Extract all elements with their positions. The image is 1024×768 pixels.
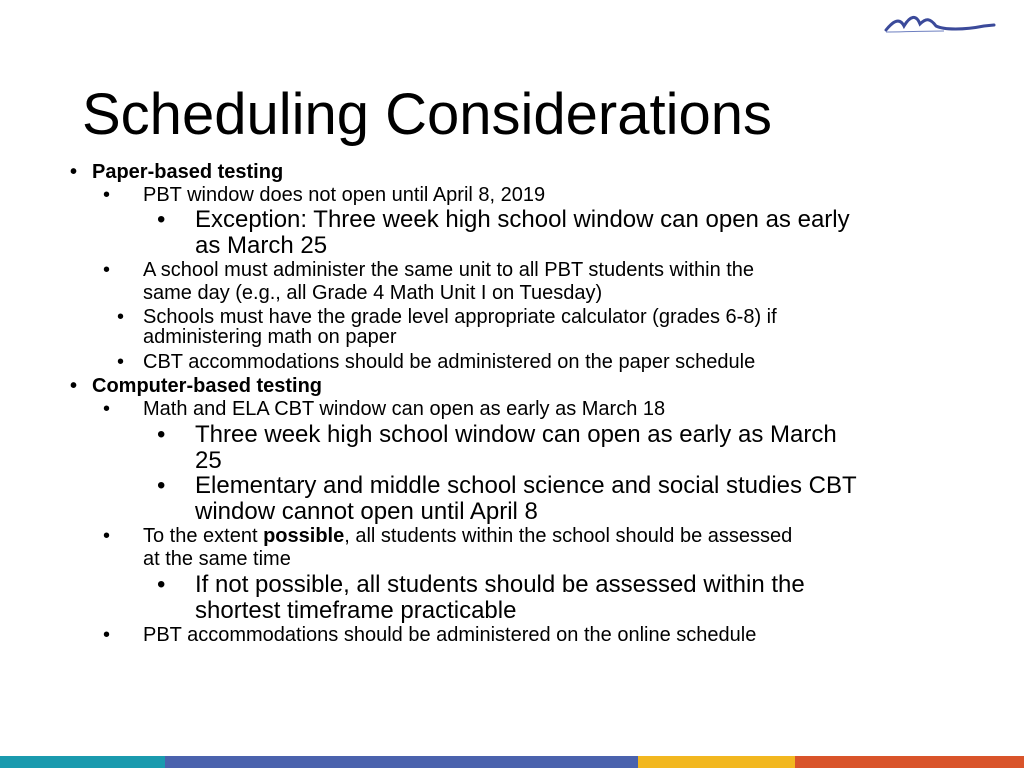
paper-window-text: PBT window does not open until April 8, 2019 bbox=[143, 184, 546, 206]
exception-text-line1: Exception: Three week high school window can open as early bbox=[195, 206, 850, 233]
list-item bbox=[103, 184, 546, 207]
list-item bbox=[157, 472, 857, 525]
bullet: • bbox=[70, 161, 78, 183]
ems-window-line2: window cannot open until April 8 bbox=[195, 498, 538, 525]
extent-line2: at the same time bbox=[143, 548, 291, 570]
hs-window-line1: Three week high school window can open as early as March bbox=[195, 421, 837, 448]
list-item bbox=[157, 571, 805, 624]
bullet: • bbox=[157, 206, 166, 233]
bullet: • bbox=[103, 259, 111, 281]
bullet: • bbox=[103, 184, 111, 206]
extent-bold: possible bbox=[263, 525, 345, 547]
bullet: • bbox=[117, 351, 125, 373]
bullet: • bbox=[70, 375, 78, 397]
hs-window-line2: 25 bbox=[195, 447, 222, 474]
list-item bbox=[103, 525, 793, 571]
ems-window-line1: Elementary and middle school science and social studies CBT bbox=[195, 472, 857, 499]
extent-post: , all students within the school should be assessed bbox=[344, 525, 793, 547]
footer-bar-blue bbox=[165, 756, 638, 768]
exception-text-line2: as March 25 bbox=[195, 232, 328, 259]
bullet: • bbox=[103, 525, 111, 547]
list-item bbox=[103, 259, 755, 305]
footer-bar-teal bbox=[0, 756, 165, 768]
bullet: • bbox=[157, 472, 166, 499]
computer-heading: Computer-based testing bbox=[92, 375, 323, 397]
list-item bbox=[103, 398, 666, 421]
same-unit-line2: same day (e.g., all Grade 4 Math Unit I on Tuesday) bbox=[143, 282, 603, 304]
list-item bbox=[157, 206, 850, 259]
extent-pre: To the extent bbox=[143, 525, 264, 547]
footer-bar-orange bbox=[795, 756, 1024, 768]
same-unit-line1: A school must administer the same unit to all PBT students within the bbox=[143, 259, 755, 281]
calculator-line2: administering math on paper bbox=[143, 326, 397, 348]
bullet: • bbox=[103, 624, 111, 646]
footer-bar-gold bbox=[638, 756, 795, 768]
list-item bbox=[157, 421, 837, 474]
not-possible-line2: shortest timeframe practicable bbox=[195, 597, 517, 624]
list-item bbox=[117, 351, 756, 374]
paper-heading-item bbox=[70, 161, 284, 184]
cbt-accommodations-text: CBT accommodations should be administered on the paper schedule bbox=[143, 351, 756, 373]
list-item bbox=[103, 624, 757, 647]
mountain-logo-icon bbox=[884, 10, 996, 36]
bullet: • bbox=[117, 306, 125, 328]
extent-line1 bbox=[143, 525, 792, 548]
pbt-accommodations-text: PBT accommodations should be administered on the online schedule bbox=[143, 624, 757, 646]
computer-heading-item bbox=[70, 375, 323, 398]
paper-heading: Paper-based testing bbox=[92, 161, 284, 183]
not-possible-line1: If not possible, all students should be assessed within the bbox=[195, 571, 805, 598]
calculator-line1: Schools must have the grade level appropriate calculator (grades 6-8) if bbox=[143, 306, 777, 328]
slide-title: Scheduling Considerations bbox=[82, 82, 772, 147]
bullet: • bbox=[157, 421, 166, 448]
list-item bbox=[117, 306, 777, 349]
bullet: • bbox=[103, 398, 111, 420]
bullet: • bbox=[157, 571, 166, 598]
cbt-window-text: Math and ELA CBT window can open as early as March 18 bbox=[143, 398, 666, 420]
